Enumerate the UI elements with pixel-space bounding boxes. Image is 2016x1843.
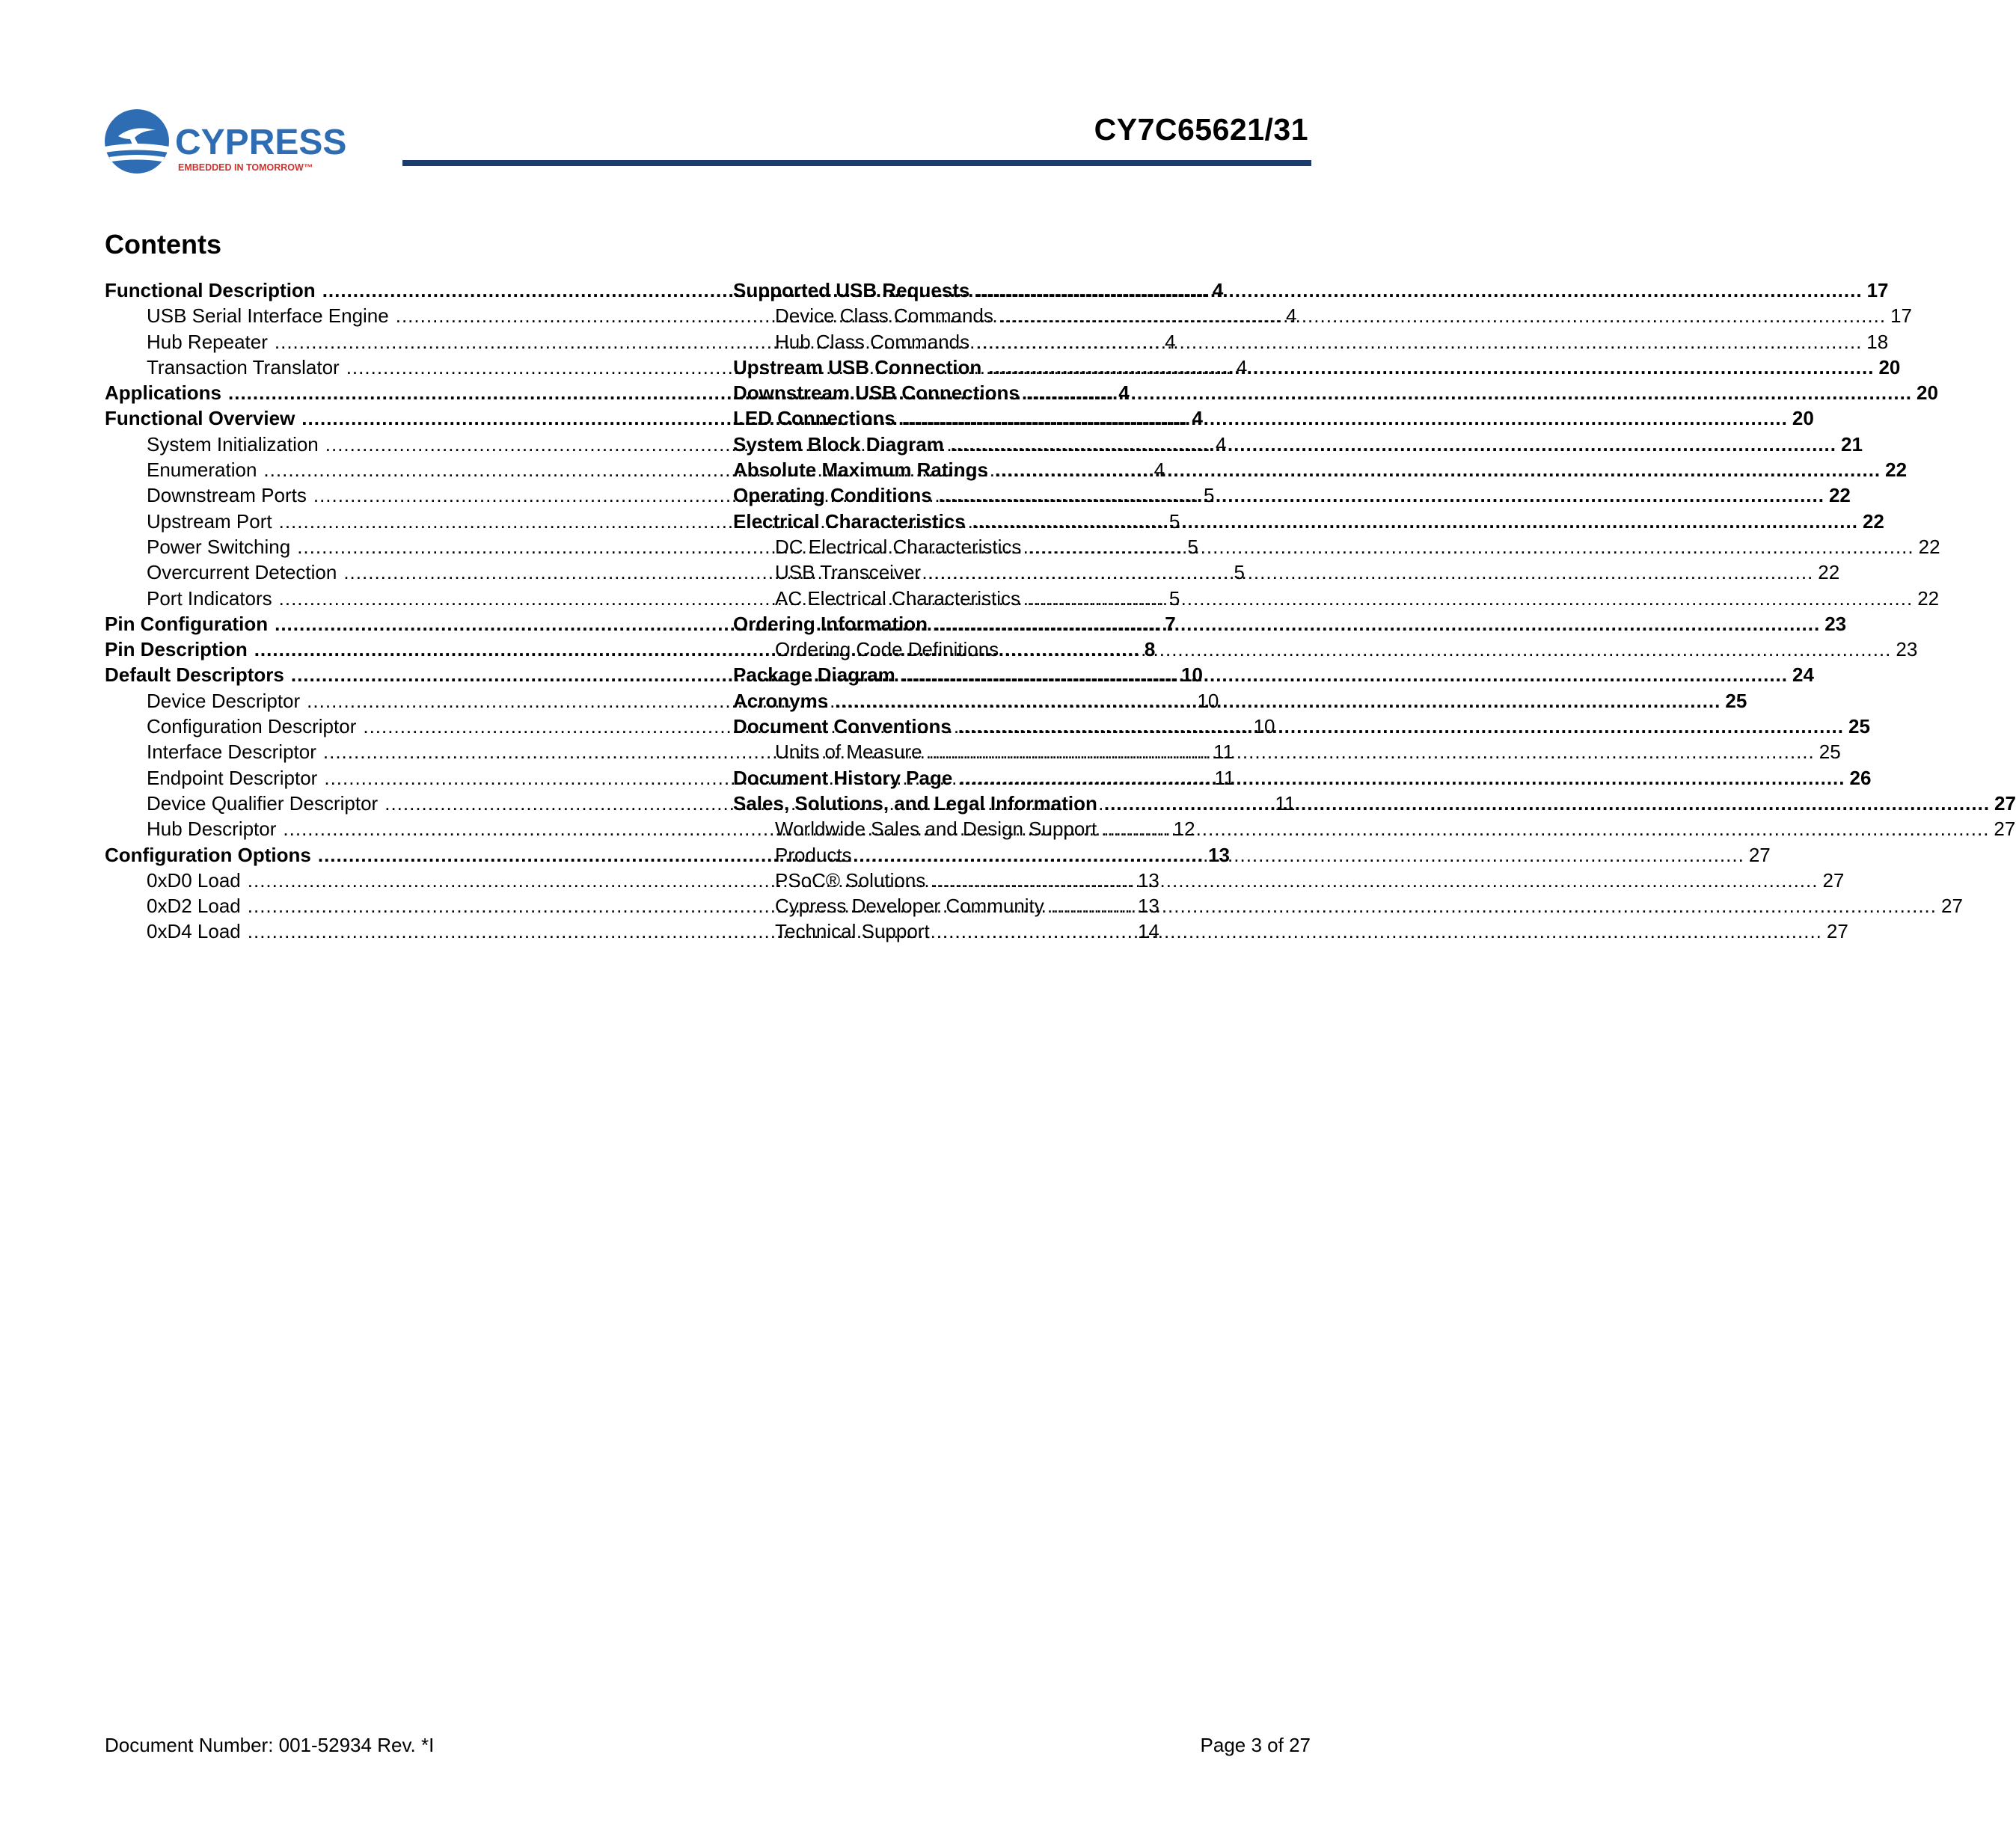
- toc-entry-page: 20: [1792, 407, 1814, 430]
- toc-entry-title: System Initialization: [147, 432, 319, 456]
- toc-entry-title: Hub Descriptor: [147, 818, 277, 841]
- toc-dot-leader: [1005, 637, 1891, 662]
- toc-entry-page: 10: [1197, 689, 1219, 712]
- toc-entry[interactable]: [733, 714, 1870, 739]
- cypress-tree-icon: [103, 108, 347, 180]
- toc-entry-page: 4: [1285, 304, 1297, 328]
- toc-entry-page: 23: [1896, 638, 1918, 661]
- toc-entry-title: Upstream Port: [147, 509, 272, 533]
- toc-entry-page: 10: [1253, 715, 1275, 738]
- toc-dot-leader: [932, 868, 1818, 893]
- toc-entry[interactable]: [733, 303, 1912, 328]
- toc-dot-leader: [929, 739, 1815, 764]
- toc-entry-page: 20: [1878, 355, 1901, 378]
- toc-entry-title: Endpoint Descriptor: [147, 766, 318, 789]
- toc-dot-leader: [937, 919, 1822, 944]
- toc-entry-title: Applications: [105, 381, 222, 405]
- toc-entry-page: 8: [1144, 638, 1156, 661]
- toc-entry[interactable]: [733, 637, 1918, 662]
- toc-entry-page: 11: [1275, 791, 1296, 815]
- toc-entry-page: 11: [1214, 766, 1235, 789]
- toc-entry-page: 5: [1234, 561, 1245, 584]
- toc-entry-page: 25: [1819, 740, 1841, 764]
- toc-entry[interactable]: [733, 662, 1814, 687]
- toc-entry-title: Downstream Ports: [147, 484, 307, 507]
- toc-entry-page: 4: [1153, 459, 1165, 482]
- toc-entry[interactable]: [733, 509, 1884, 534]
- toc-entry-page: 18: [1866, 330, 1889, 353]
- toc-entry-title: Default Descriptors: [105, 663, 284, 687]
- toc-entry-title: Overcurrent Detection: [147, 561, 337, 584]
- toc-right-column: [733, 277, 2016, 945]
- toc-entry[interactable]: [733, 405, 1814, 431]
- toc-dot-leader: [976, 277, 1862, 303]
- toc-entry-title: LED Connections: [733, 407, 895, 430]
- header-rule: [402, 160, 1311, 166]
- toc-entry-page: 12: [1173, 818, 1195, 841]
- toc-entry-page: 25: [1848, 715, 1870, 738]
- cypress-logo: [103, 108, 347, 180]
- toc-entry-page: 22: [1862, 509, 1884, 533]
- document-number: Document Number: 001-52934 Rev. *I: [105, 1734, 435, 1756]
- toc-dot-leader: [959, 765, 1845, 791]
- toc-entry-page: 13: [1137, 868, 1159, 892]
- toc-entry[interactable]: [733, 432, 1863, 457]
- toc-entry-title: Enumeration: [147, 459, 257, 482]
- toc-dot-leader: [1027, 586, 1913, 611]
- toc-entry-title: Power Switching: [147, 535, 291, 558]
- toc-entry-title: Hub Repeater: [147, 330, 268, 353]
- toc-dot-leader: [1026, 380, 1912, 405]
- toc-entry-page: 11: [1213, 740, 1234, 764]
- toc-dot-leader: [1103, 816, 1989, 841]
- toc-entry-title: Functional Description: [105, 279, 316, 301]
- toc-entry-page: 5: [1204, 484, 1215, 507]
- toc-entry-title: Supported USB Requests: [733, 279, 970, 301]
- toc-entry-title: Pin Configuration: [105, 612, 269, 635]
- toc-entry-page: 20: [1917, 381, 1938, 405]
- toc-entry-page: 13: [1137, 895, 1159, 918]
- toc-entry-title: USB Transceiver: [775, 561, 922, 584]
- toc-dot-leader: [939, 482, 1824, 508]
- toc-entry-title: Ordering Code Definitions: [775, 638, 999, 661]
- toc-entry-title: System Block Diagram: [733, 432, 944, 456]
- toc-entry-page: 27: [1994, 791, 2016, 815]
- toc-entry-title: USB Serial Interface Engine: [147, 304, 389, 328]
- toc-entry-title: Document Conventions: [733, 715, 952, 738]
- toc-entry-page: 10: [1181, 663, 1203, 687]
- toc-dot-leader: [1028, 534, 1914, 559]
- toc-entry[interactable]: [733, 791, 2016, 816]
- toc-entry-page: 22: [1918, 535, 1940, 558]
- toc-entry-title: Pin Description: [105, 638, 248, 661]
- toc-entry-page: 27: [1826, 920, 1848, 943]
- toc-entry-page: 22: [1917, 586, 1940, 610]
- toc-entry-page: 5: [1168, 509, 1180, 533]
- toc-entry[interactable]: [733, 739, 1841, 764]
- toc-entry-title: Hub Class Commands: [775, 330, 970, 353]
- toc-entry-title: 0xD0 Load: [147, 868, 241, 892]
- toc-dot-leader: [988, 355, 1874, 380]
- toc-entry-page: 22: [1828, 484, 1851, 507]
- svg-text:EMBEDDED IN TOMORROW™: EMBEDDED IN TOMORROW™: [178, 162, 313, 173]
- toc-entry-title: Technical Support: [775, 920, 930, 943]
- toc-dot-leader: [958, 714, 1844, 739]
- toc-dot-leader: [1104, 791, 1990, 816]
- toc-entry-page: 4: [1236, 355, 1248, 378]
- toc-entry-title: Cypress Developer Community: [775, 895, 1044, 918]
- toc-entry-page: 27: [1994, 818, 2016, 841]
- toc-entry-title: Transaction Translator: [147, 355, 340, 378]
- toc-entry-page: 17: [1866, 279, 1889, 301]
- toc-entry-page: 17: [1890, 304, 1912, 328]
- toc-entry-page: 27: [1941, 895, 1963, 918]
- toc-entry-title: Configuration Descriptor: [147, 715, 357, 738]
- toc-entry-page: 13: [1208, 843, 1230, 866]
- toc-entry-title: Device Qualifier Descriptor: [147, 791, 379, 815]
- toc-entry-title: Device Class Commands: [775, 304, 993, 328]
- svg-text:CYPRESS: CYPRESS: [175, 123, 347, 162]
- toc-dot-leader: [1051, 893, 1937, 919]
- toc-entry-page: 4: [1192, 407, 1203, 430]
- toc-entry[interactable]: [733, 586, 1940, 611]
- toc-dot-leader: [902, 405, 1788, 431]
- toc-entry-page: 5: [1168, 586, 1180, 610]
- toc-entry[interactable]: [733, 611, 1847, 637]
- toc-entry-title: Downstream USB Connections: [733, 381, 1020, 405]
- toc-dot-leader: [934, 611, 1820, 637]
- toc-entry-page: 4: [1165, 330, 1176, 353]
- toc-entry[interactable]: [733, 329, 1889, 355]
- toc-entry-page: 22: [1885, 459, 1908, 482]
- toc-entry-title: Acronyms: [733, 689, 829, 712]
- toc-entry-title: Sales, Solutions, and Legal Information: [733, 791, 1097, 815]
- toc-dot-leader: [972, 509, 1858, 534]
- page-number: Page 3 of 27: [1200, 1734, 1311, 1756]
- toc-entry-page: 4: [1118, 381, 1130, 405]
- toc-entry-title: Device Descriptor: [147, 689, 301, 712]
- toc-entry[interactable]: [733, 482, 1851, 508]
- toc-entry[interactable]: [733, 277, 1889, 303]
- toc-dot-leader: [859, 842, 1744, 868]
- toc-entry-title: Package Diagram: [733, 663, 895, 687]
- toc-entry[interactable]: [733, 816, 2016, 841]
- toc-entry[interactable]: [733, 893, 1963, 919]
- toc-dot-leader: [902, 662, 1788, 687]
- toc-entry-title: Ordering Information: [733, 612, 928, 635]
- toc-entry-page: 21: [1841, 432, 1863, 456]
- toc-entry-title: Absolute Maximum Ratings: [733, 459, 988, 482]
- toc-entry[interactable]: [733, 868, 1845, 893]
- toc-entry[interactable]: [733, 380, 1938, 405]
- toc-entry-title: Electrical Characteristics: [733, 509, 966, 533]
- toc-entry[interactable]: [733, 559, 1840, 585]
- toc-dot-leader: [976, 329, 1862, 355]
- toc-entry-title: Operating Conditions: [733, 484, 932, 507]
- toc-entry-title: Configuration Options: [105, 843, 311, 866]
- toc-entry[interactable]: [733, 355, 1901, 380]
- toc-entry-page: 25: [1725, 689, 1747, 712]
- toc-entry-title: AC Electrical Characteristics: [775, 586, 1020, 610]
- toc-entry-title: Interface Descriptor: [147, 740, 316, 764]
- toc-entry-title: 0xD2 Load: [147, 895, 241, 918]
- toc-entry-page: 22: [1818, 561, 1840, 584]
- toc-entry-page: 7: [1165, 612, 1176, 635]
- toc-entry[interactable]: [733, 842, 1771, 868]
- toc-entry[interactable]: [733, 688, 1747, 714]
- toc-dot-leader: [951, 432, 1836, 457]
- toc-dot-leader: [1000, 303, 1886, 328]
- part-number: CY7C65621/31: [1094, 112, 1308, 147]
- toc-entry[interactable]: [733, 919, 1848, 944]
- toc-entry-title: Document History Page: [733, 766, 953, 789]
- toc-entry[interactable]: [733, 534, 1940, 559]
- toc-dot-leader: [835, 688, 1721, 714]
- toc-entry[interactable]: [733, 765, 1872, 791]
- toc-entry-page: 4: [1215, 432, 1227, 456]
- toc-entry[interactable]: [733, 457, 1908, 482]
- toc-entry-title: Units of Measure: [775, 740, 922, 764]
- toc-entry-title: Port Indicators: [147, 586, 272, 610]
- toc-entry-page: 4: [1212, 279, 1224, 301]
- toc-entry-page: 5: [1187, 535, 1198, 558]
- toc-dot-leader: [995, 457, 1881, 482]
- toc-entry-title: Upstream USB Connection: [733, 355, 982, 378]
- toc-entry-title: Functional Overview: [105, 407, 295, 430]
- toc-entry-page: 24: [1792, 663, 1814, 687]
- toc-entry-title: 0xD4 Load: [147, 920, 241, 943]
- toc-entry-page: 14: [1137, 920, 1159, 943]
- toc-entry-title: PSoC® Solutions: [775, 868, 926, 892]
- toc-entry-page: 27: [1822, 868, 1845, 892]
- toc-entry-page: 27: [1748, 843, 1771, 866]
- toc-entry-title: Products: [775, 843, 852, 866]
- toc-entry-title: DC Electrical Characteristics: [775, 535, 1022, 558]
- toc-entry-title: Worldwide Sales and Design Support: [775, 818, 1097, 841]
- toc-dot-leader: [928, 559, 1813, 585]
- contents-heading: Contents: [105, 229, 221, 260]
- toc-entry-page: 23: [1824, 612, 1847, 635]
- toc-entry-page: 26: [1849, 766, 1872, 789]
